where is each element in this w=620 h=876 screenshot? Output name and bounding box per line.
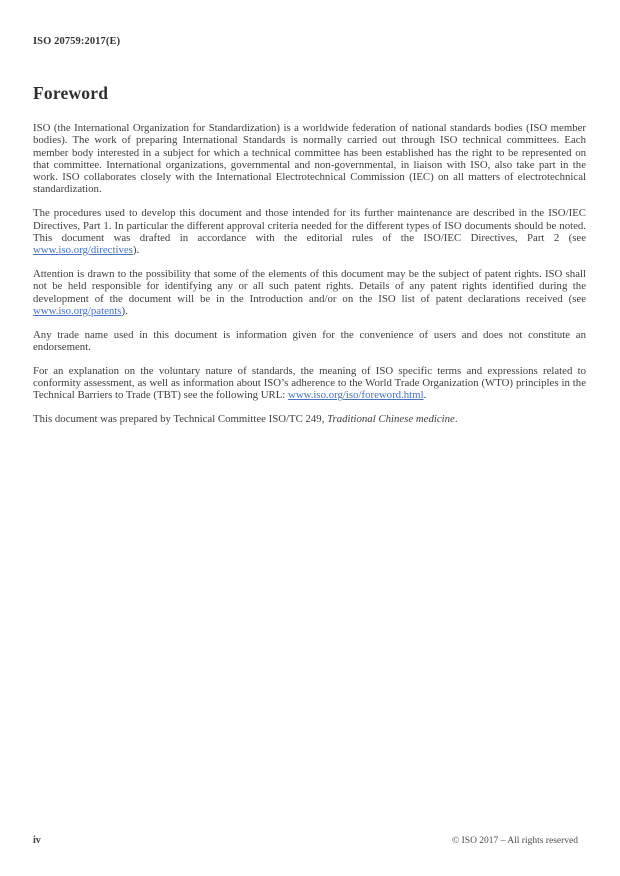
page-title: Foreword (33, 83, 109, 103)
paragraph (33, 268, 586, 317)
paragraph-text: This document was prepared by Technical Committee ISO/TC 249, (33, 413, 328, 426)
hyperlink[interactable]: www.iso.org/iso/foreword.html (288, 389, 424, 402)
paragraph (33, 329, 586, 354)
document-reference: ISO 20759:2017(E) (33, 36, 121, 47)
paragraph-text: ). (132, 244, 140, 257)
paragraph (33, 365, 586, 402)
paragraph-text: Attention is drawn to the possibility that some of the elements of this document may be the subject of patent rights. ISO shall not be held responsible for identifying any or all such patent rights. Details of any patent rights identified during the development of the document will be in the Introduction and/or on the ISO list of patent declarations received (see (33, 267, 586, 305)
paragraph-text: For an explanation on the voluntary nature of standards, the meaning of ISO specific terms and expressions related to conformity assessment, as well as information about ISO’s adherence to the World Trade Organization (WTO) principles in the Technical Barriers to Trade (TBT) see the following URL: (33, 364, 586, 402)
body-paragraphs (33, 122, 586, 437)
paragraph-text: ). (121, 304, 128, 317)
copyright-notice: © ISO 2017 – All rights reserved (452, 836, 578, 846)
page-footer (33, 835, 578, 846)
paragraph (33, 413, 586, 425)
hyperlink[interactable]: www.iso.org/directives (33, 244, 133, 257)
paragraph-text: . (423, 389, 427, 402)
italic-text: Traditional Chinese medicine (327, 413, 455, 426)
hyperlink[interactable]: www.iso.org/patents (33, 304, 122, 317)
paragraph-text: . (454, 413, 458, 426)
page-number: iv (33, 835, 41, 846)
paragraph-text: ISO (the International Organization for Standardization) is a worldwide federation of national standards bodies (ISO member bodies). The work of preparing International Standards is normally carried out through ISO technical committees. Each member body interested in a subject for which a technical committee has been established has the right to be represented on that committee. International organizations, governmental and non-governmental, in liaison with ISO, also take part in the work. ISO collaborates closely with the International Electrotechnical Commission (IEC) on all matters of electrotechnical standardization. (33, 122, 586, 196)
paragraph-text: Any trade name used in this document is information given for the convenience of users and does not constitute an endorsement. (33, 328, 586, 353)
paragraph (33, 122, 586, 196)
paragraph (33, 207, 586, 256)
paragraph-text: The procedures used to develop this document and those intended for its further maintenance are described in the ISO/IEC Directives, Part 1. In particular the different approval criteria needed for the different types of ISO documents should be noted. This document was drafted in accordance with the editorial rules of the ISO/IEC Directives, Part 2 (see (33, 207, 586, 244)
